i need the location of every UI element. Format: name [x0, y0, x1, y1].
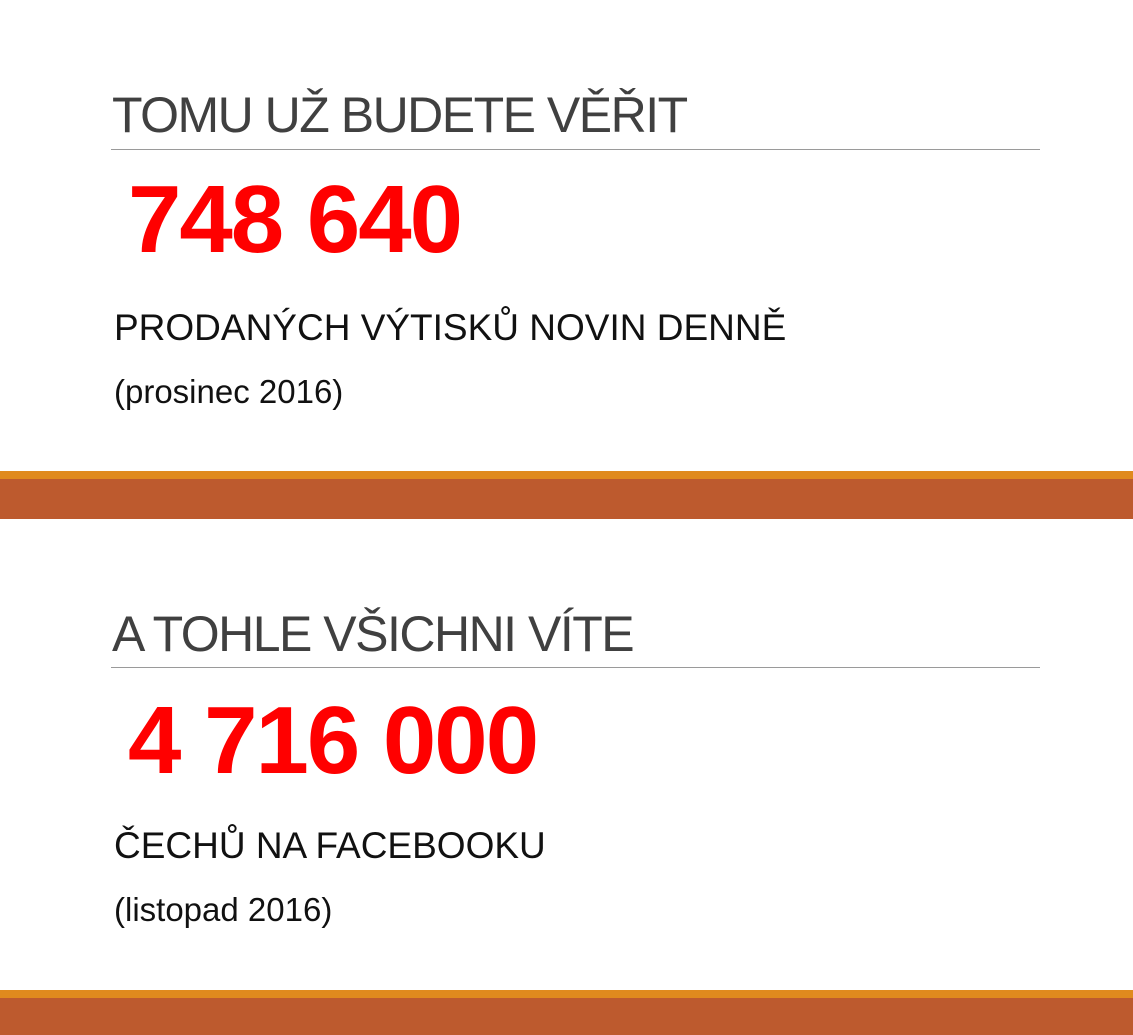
title-divider	[111, 149, 1040, 150]
title-divider	[111, 667, 1040, 668]
slide-facebook	[0, 519, 1133, 1035]
footer-accent-band	[0, 471, 1133, 479]
statistic-source-date: (prosinec 2016)	[114, 373, 344, 410]
statistic-value: 748 640	[128, 166, 462, 273]
slide-title: A TOHLE VŠICHNI VÍTE	[112, 606, 634, 662]
footer-accent-band	[0, 990, 1133, 998]
statistic-caption: PRODANÝCH VÝTISKŮ NOVIN DENNĚ	[114, 307, 787, 348]
statistic-source-date: (listopad 2016)	[114, 891, 333, 928]
statistic-value: 4 716 000	[128, 687, 538, 794]
statistic-caption: ČECHŮ NA FACEBOOKU	[114, 825, 546, 866]
slide-title: TOMU UŽ BUDETE VĚŘIT	[112, 87, 687, 143]
footer-band	[0, 479, 1133, 519]
footer-band	[0, 998, 1133, 1035]
